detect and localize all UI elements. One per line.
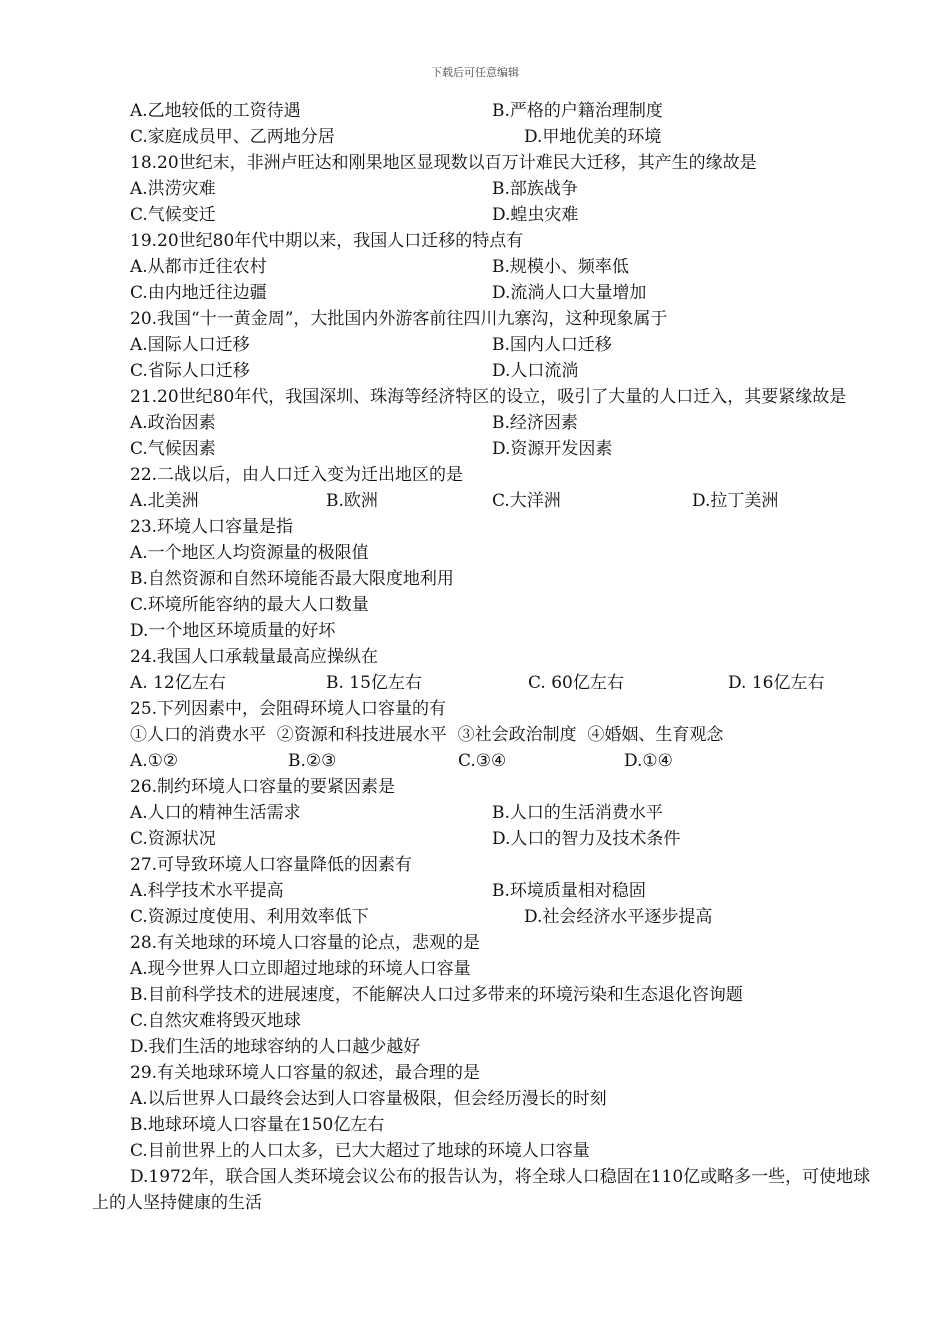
q26-option-b: B.人口的生活消费水平	[492, 803, 663, 823]
q22-option-a: A.北美洲	[130, 491, 199, 511]
q23-option-b: B.自然资源和自然环境能否最大限度地利用	[130, 569, 454, 589]
q25-items: ①人口的消费水平 ②资源和科技进展水平 ③社会政治制度 ④婚姻、生育观念	[130, 725, 724, 745]
q19-options-row-1	[92, 254, 872, 280]
q28-option-a: A.现今世界人口立即超过地球的环境人口容量	[130, 959, 471, 979]
q21-options-row-1	[92, 410, 872, 436]
q19-option-d: D.流淌人口大量增加	[492, 283, 647, 303]
q17-option-d: D.甲地优美的环境	[524, 127, 662, 147]
q17-option-b: B.严格的户籍治理制度	[492, 101, 663, 121]
q21-stem: 21.20世纪80年代，我国深圳、珠海等经济特区的设立，吸引了大量的人口迁入，其要紧缘故是	[130, 387, 847, 407]
q18-option-a: A.洪涝灾难	[130, 179, 216, 199]
q29-option-d: D.1972年，联合国人类环境会议公布的报告认为，将全球人口稳固在110亿或略多一些，可使地球上的人坚持健康的生活	[92, 1167, 871, 1213]
q19-option-b: B.规模小、频率低	[492, 257, 629, 277]
q19-stem: 19.20世纪80年代中期以来，我国人口迁移的特点有	[130, 231, 524, 251]
q17-options-row-1	[92, 98, 872, 124]
q26-options-row-2	[92, 826, 872, 852]
q28-option-d: D.我们生活的地球容纳的人口越少越好	[130, 1037, 421, 1057]
q20-options-row-1	[92, 332, 872, 358]
q22-option-c: C.大洋洲	[492, 491, 561, 511]
q18-options-row-1	[92, 176, 872, 202]
q18-option-b: B.部族战争	[492, 179, 578, 199]
q20-stem: 20.我国“十一黄金周”，大批国内外游客前往四川九寨沟，这种现象属于	[130, 309, 668, 329]
q25-options-row	[92, 748, 872, 774]
q26-option-a: A.人口的精神生活需求	[130, 803, 301, 823]
q22-options-row	[92, 488, 872, 514]
q21-option-d: D.资源开发因素	[492, 439, 613, 459]
q27-option-d: D.社会经济水平逐步提高	[524, 907, 713, 927]
q23-option-c: C.环境所能容纳的最大人口数量	[130, 595, 369, 615]
q20-options-row-2	[92, 358, 872, 384]
q24-option-c: C. 60亿左右	[528, 673, 624, 693]
q21-options-row-2	[92, 436, 872, 462]
question-list	[92, 98, 872, 1216]
q20-option-a: A.国际人口迁移	[130, 335, 250, 355]
q23-stem: 23.环境人口容量是指	[130, 517, 294, 537]
q28-option-b: B.目前科学技术的进展速度，不能解决人口过多带来的环境污染和生态退化咨询题	[130, 985, 743, 1005]
q28-option-c: C.自然灾难将毁灭地球	[130, 1011, 301, 1031]
q25-option-a: A.①②	[130, 751, 179, 771]
q19-options-row-2	[92, 280, 872, 306]
q24-option-b: B. 15亿左右	[326, 673, 422, 693]
q29-stem: 29.有关地球环境人口容量的叙述，最合理的是	[130, 1063, 481, 1083]
q29-option-b: B.地球环境人口容量在150亿左右	[130, 1115, 385, 1135]
q22-option-b: B.欧洲	[326, 491, 378, 511]
q20-option-c: C.省际人口迁移	[130, 361, 250, 381]
q26-options-row-1	[92, 800, 872, 826]
q26-option-d: D.人口的智力及技术条件	[492, 829, 681, 849]
page-header: 下载后可任意编辑	[431, 66, 519, 79]
q27-options-row-2	[92, 904, 872, 930]
q18-stem: 18.20世纪末，非洲卢旺达和刚果地区显现数以百万计难民大迁移，其产生的缘故是	[130, 153, 757, 173]
q27-options-row-1	[92, 878, 872, 904]
q26-stem: 26.制约环境人口容量的要紧因素是	[130, 777, 396, 797]
q24-option-d: D. 16亿左右	[728, 673, 825, 693]
q19-option-c: C.由内地迁往边疆	[130, 283, 267, 303]
q22-stem: 22.二战以后，由人口迁入变为迁出地区的是	[130, 465, 464, 485]
q25-stem: 25.下列因素中，会阻碍环境人口容量的有	[130, 699, 447, 719]
q29-option-c: C.目前世界上的人口太多，已大大超过了地球的环境人口容量	[130, 1141, 590, 1161]
q29-option-a: A.以后世界人口最终会达到人口容量极限，但会经历漫长的时刻	[130, 1089, 607, 1109]
q24-stem: 24.我国人口承载量最高应操纵在	[130, 647, 379, 667]
q23-option-a: A.一个地区人均资源量的极限值	[130, 543, 369, 563]
q18-option-d: D.蝗虫灾难	[492, 205, 579, 225]
q25-option-d: D.①④	[624, 751, 673, 771]
q26-option-c: C.资源状况	[130, 829, 216, 849]
q28-stem: 28.有关地球的环境人口容量的论点，悲观的是	[130, 933, 481, 953]
q19-option-a: A.从都市迁往农村	[130, 257, 267, 277]
q18-option-c: C.气候变迁	[130, 205, 216, 225]
q27-stem: 27.可导致环境人口容量降低的因素有	[130, 855, 413, 875]
q20-option-b: B.国内人口迁移	[492, 335, 612, 355]
q21-option-c: C.气候因素	[130, 439, 216, 459]
q22-option-d: D.拉丁美洲	[692, 491, 779, 511]
q23-option-d: D.一个地区环境质量的好坏	[130, 621, 336, 641]
q21-option-b: B.经济因素	[492, 413, 578, 433]
q17-option-a: A.乙地较低的工资待遇	[130, 101, 301, 121]
q27-option-a: A.科学技术水平提高	[130, 881, 284, 901]
q27-option-c: C.资源过度使用、利用效率低下	[130, 907, 369, 927]
q25-option-b: B.②③	[288, 751, 337, 771]
q21-option-a: A.政治因素	[130, 413, 216, 433]
q17-option-c: C.家庭成员甲、乙两地分居	[130, 127, 335, 147]
q20-option-d: D.人口流淌	[492, 361, 579, 381]
q25-option-c: C.③④	[458, 751, 507, 771]
q24-option-a: A. 12亿左右	[130, 673, 226, 693]
q17-options-row-2	[92, 124, 872, 150]
q18-options-row-2	[92, 202, 872, 228]
q27-option-b: B.环境质量相对稳固	[492, 881, 646, 901]
q24-options-row	[92, 670, 872, 696]
